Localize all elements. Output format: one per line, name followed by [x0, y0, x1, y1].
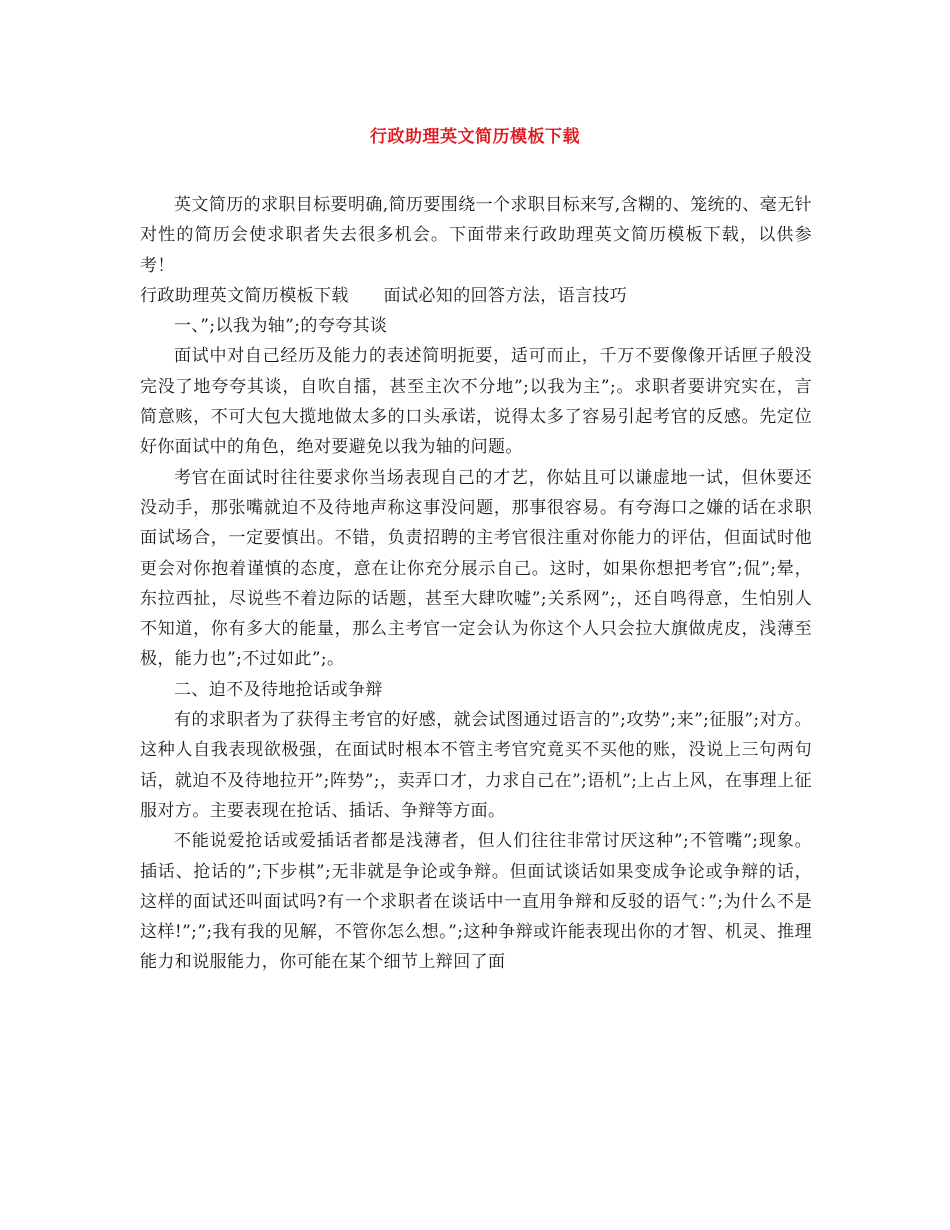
intro-paragraph: 英文简历的求职目标要明确,简历要围绕一个求职目标来写,含糊的、笼统的、毫无针对性的简历会使求职者失去很多机会。下面带来行政助理英文简历模板下载，以供参考！ — [140, 195, 813, 276]
section2-paragraph-2: 不能说爱抢话或爱插话者都是浅薄者，但人们往往非常讨厌这种”;不管嘴”;现象。插话、抢话的”;下步棋”;无非就是争论或争辩。但面试谈话如果变成争论或争辩的话，这样的面试还叫面试吗?有一个求职者在谈话中一直用争辩和反驳的语气：”;为什么不是这样!”;”;我有我的见解，不管你怎么想。”;这种争辩或许能表现出你的才智、机灵、推理能力和说服能力，你可能在某个细节上辩回了面 — [140, 831, 812, 973]
document-title: 行政助理英文简历模板下载 — [370, 127, 580, 147]
section1-heading: 一、”;以我为轴”;的夸夸其谈 — [174, 316, 388, 337]
section2-paragraph-1: 有的求职者为了获得主考官的好感，就会试图通过语言的”;攻势”;来”;征服”;对方。这种人自我表现欲极强，在面试时根本不管主考官究竟买不买他的账，没说上三句两句话，就迫不及待地拉开”;阵势”;，卖弄口才，力求自己在”;语机”;上占上风，在事理上征服对方。主要表现在抢话、插话、争辩等方面。 — [140, 710, 812, 821]
section2-heading: 二、迫不及待地抢话或争辩 — [174, 679, 383, 700]
section1-paragraph-2: 考官在面试时往往要求你当场表现自己的才艺，你姑且可以谦虚地一试，但休要还没动手，那张嘴就迫不及待地声称这事没问题，那事很容易。有夸海口之嫌的话在求职面试场合，一定要慎出。不错，负责招聘的主考官很注重对你能力的评估，但面试时他更会对你抱着谨慎的态度，意在让你充分展示自己。这时，如果你想把考官”;侃”;晕，东拉西扯，尽说些不着边际的话题，甚至大肆吹嘘”;关系网”;，还自鸣得意，生怕别人不知道，你有多大的能量，那么主考官一定会认为你这个人只会拉大旗做虎皮，浅薄至极，能力也”;不过如此”;。 — [140, 467, 812, 670]
document-body — [140, 190, 812, 978]
section1-paragraph-1: 面试中对自己经历及能力的表述简明扼要，适可而止，千万不要像像开话匣子般没完没了地夸夸其谈，自吹自擂，甚至主次不分地”;以我为主”;。求职者要讲究实在，言简意赅，不可大包大揽地做太多的口头承诺，说得太多了容易引起考官的反感。先定位好你面试中的角色，绝对要避免以我为轴的问题。 — [140, 346, 812, 458]
subtitle-line: 行政助理英文简历模板下载 面试必知的回答方法，语言技巧 — [140, 285, 628, 306]
